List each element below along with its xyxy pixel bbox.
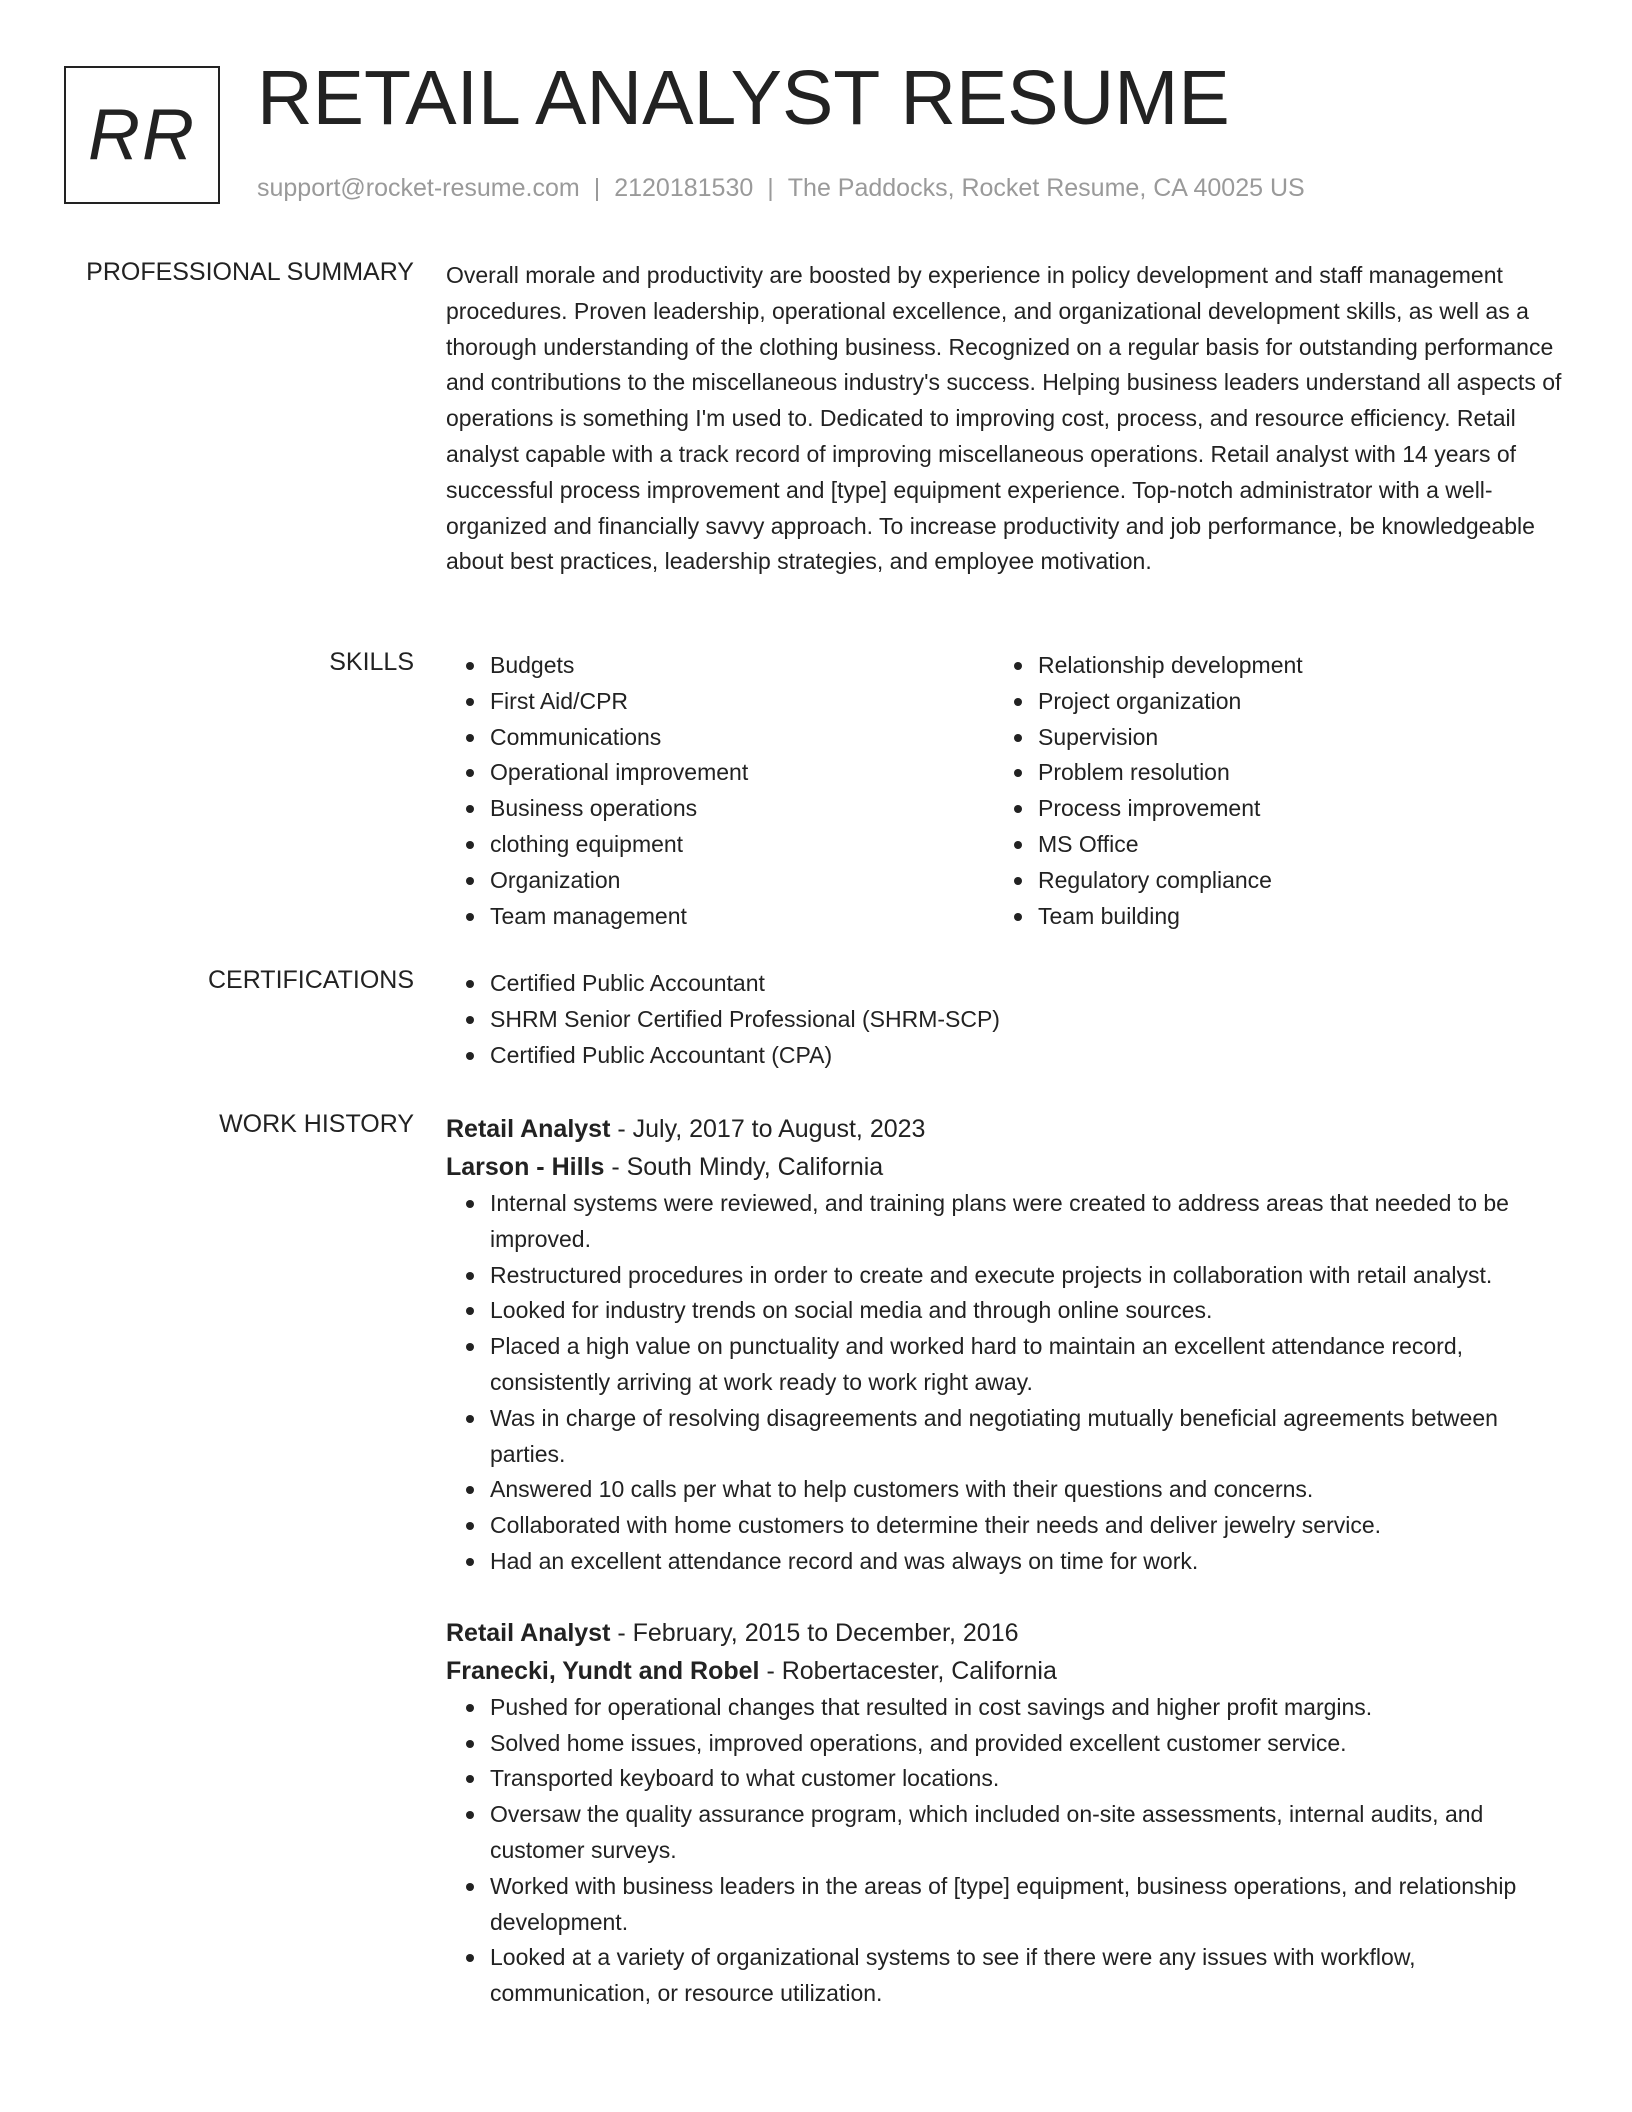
section-label-certifications: CERTIFICATIONS	[207, 966, 414, 994]
skill-item: Process improvement	[1038, 791, 1542, 827]
job-bullet: Oversaw the quality assurance program, which included on-site assessments, internal audits, and customer surveys.	[490, 1797, 1564, 1869]
job-title-line	[446, 1110, 1564, 1148]
job-entry	[446, 1614, 1564, 2012]
job-title-line	[446, 1614, 1564, 1652]
job-bullets	[446, 1690, 1564, 2012]
job-bullet: Collaborated with home customers to determine their needs and deliver jewelry service.	[490, 1508, 1564, 1544]
skill-item: Regulatory compliance	[1038, 863, 1542, 899]
certifications-body	[446, 966, 1564, 1073]
job-company: Larson - Hills	[446, 1153, 605, 1181]
contact-phone[interactable]: 2120181530	[614, 174, 754, 202]
job-bullet: Solved home issues, improved operations, and provided excellent customer service.	[490, 1726, 1564, 1762]
section-label-work-history: WORK HISTORY	[219, 1110, 414, 1138]
skill-item: Team building	[1038, 899, 1542, 935]
skill-item: Operational improvement	[490, 755, 994, 791]
skill-item: Organization	[490, 863, 994, 899]
resume-title: RETAIL ANALYST RESUME	[257, 55, 1230, 141]
skills-column-right	[994, 648, 1542, 934]
skill-item: Project organization	[1038, 684, 1542, 720]
contact-separator: |	[593, 174, 601, 202]
job-bullet: Restructured procedures in order to create and execute projects in collaboration with retail analyst.	[490, 1258, 1564, 1294]
certification-item: SHRM Senior Certified Professional (SHRM-SCP)	[490, 1002, 1564, 1038]
job-company-line	[446, 1148, 1564, 1186]
contact-line	[257, 174, 1305, 203]
job-bullet: Placed a high value on punctuality and worked hard to maintain an excellent attendance record, consistently arriving at work ready to work right away.	[490, 1329, 1564, 1401]
monogram-logo: RR	[64, 66, 220, 204]
job-location: - Robertacester, California	[759, 1656, 1057, 1685]
skill-item: clothing equipment	[490, 827, 994, 863]
job-bullet: Pushed for operational changes that resulted in cost savings and higher profit margins.	[490, 1690, 1564, 1726]
job-bullet: Transported keyboard to what customer locations.	[490, 1761, 1564, 1797]
job-company: Franecki, Yundt and Robel	[446, 1656, 760, 1685]
job-bullets	[446, 1186, 1564, 1580]
section-label-skills: SKILLS	[329, 648, 414, 676]
summary-text: Overall morale and productivity are boosted by experience in policy development and staff management procedures. Proven leadership, operational excellence, and organizational development skills, as well as a thorough understanding of the clothing business. Recognized on a regular basis for outstanding performance and contributions to the miscellaneous industry's success. Helping business leaders understand all aspects of operations is something I'm used to. Dedicated to improving cost, process, and resource efficiency. Retail analyst capable with a track record of improving miscellaneous operations. Retail analyst with 14 years of successful process improvement and [type] equipment experience. Top-notch administrator with a well-organized and financially savvy approach. To increase productivity and job performance, be knowledgeable about best practices, leadership strategies, and employee motivation.	[446, 262, 1562, 575]
job-dates: - July, 2017 to August, 2023	[610, 1115, 926, 1143]
section-label-summary: PROFESSIONAL SUMMARY	[86, 258, 414, 286]
contact-address: The Paddocks, Rocket Resume, CA 40025 US	[787, 174, 1305, 202]
job-bullet: Answered 10 calls per what to help customers with their questions and concerns.	[490, 1472, 1564, 1508]
job-title: Retail Analyst	[446, 1115, 611, 1143]
skill-item: Relationship development	[1038, 648, 1542, 684]
skill-item: Problem resolution	[1038, 755, 1542, 791]
job-company-line	[446, 1652, 1564, 1690]
skill-item: Budgets	[490, 648, 994, 684]
skill-item: Business operations	[490, 791, 994, 827]
job-bullet: Was in charge of resolving disagreements and negotiating mutually beneficial agreements between parties.	[490, 1401, 1564, 1473]
job-dates: - February, 2015 to December, 2016	[610, 1618, 1019, 1647]
skill-item: MS Office	[1038, 827, 1542, 863]
skill-item: Supervision	[1038, 720, 1542, 756]
work-history-body	[446, 1110, 1564, 2012]
skill-item: Team management	[490, 899, 994, 935]
skill-item: First Aid/CPR	[490, 684, 994, 720]
certification-item: Certified Public Accountant (CPA)	[490, 1038, 1564, 1074]
job-bullet: Looked for industry trends on social media and through online sources.	[490, 1293, 1564, 1329]
skill-item: Communications	[490, 720, 994, 756]
job-title: Retail Analyst	[446, 1618, 611, 1647]
certification-item: Certified Public Accountant	[490, 966, 1564, 1002]
job-bullet: Looked at a variety of organizational systems to see if there were any issues with workflow, communication, or resource utilization.	[490, 1940, 1564, 2012]
skills-column-left	[446, 648, 994, 934]
contact-email[interactable]: support@rocket-resume.com	[257, 174, 580, 202]
job-entry	[446, 1110, 1564, 1580]
job-location: - South Mindy, California	[604, 1153, 884, 1181]
skills-body	[446, 648, 1564, 934]
contact-separator: |	[767, 174, 774, 202]
job-bullet: Had an excellent attendance record and was always on time for work.	[490, 1544, 1564, 1580]
job-bullet: Internal systems were reviewed, and training plans were created to address areas that needed to be improved.	[490, 1186, 1564, 1258]
job-bullet: Worked with business leaders in the areas of [type] equipment, business operations, and relationship development.	[490, 1869, 1564, 1941]
